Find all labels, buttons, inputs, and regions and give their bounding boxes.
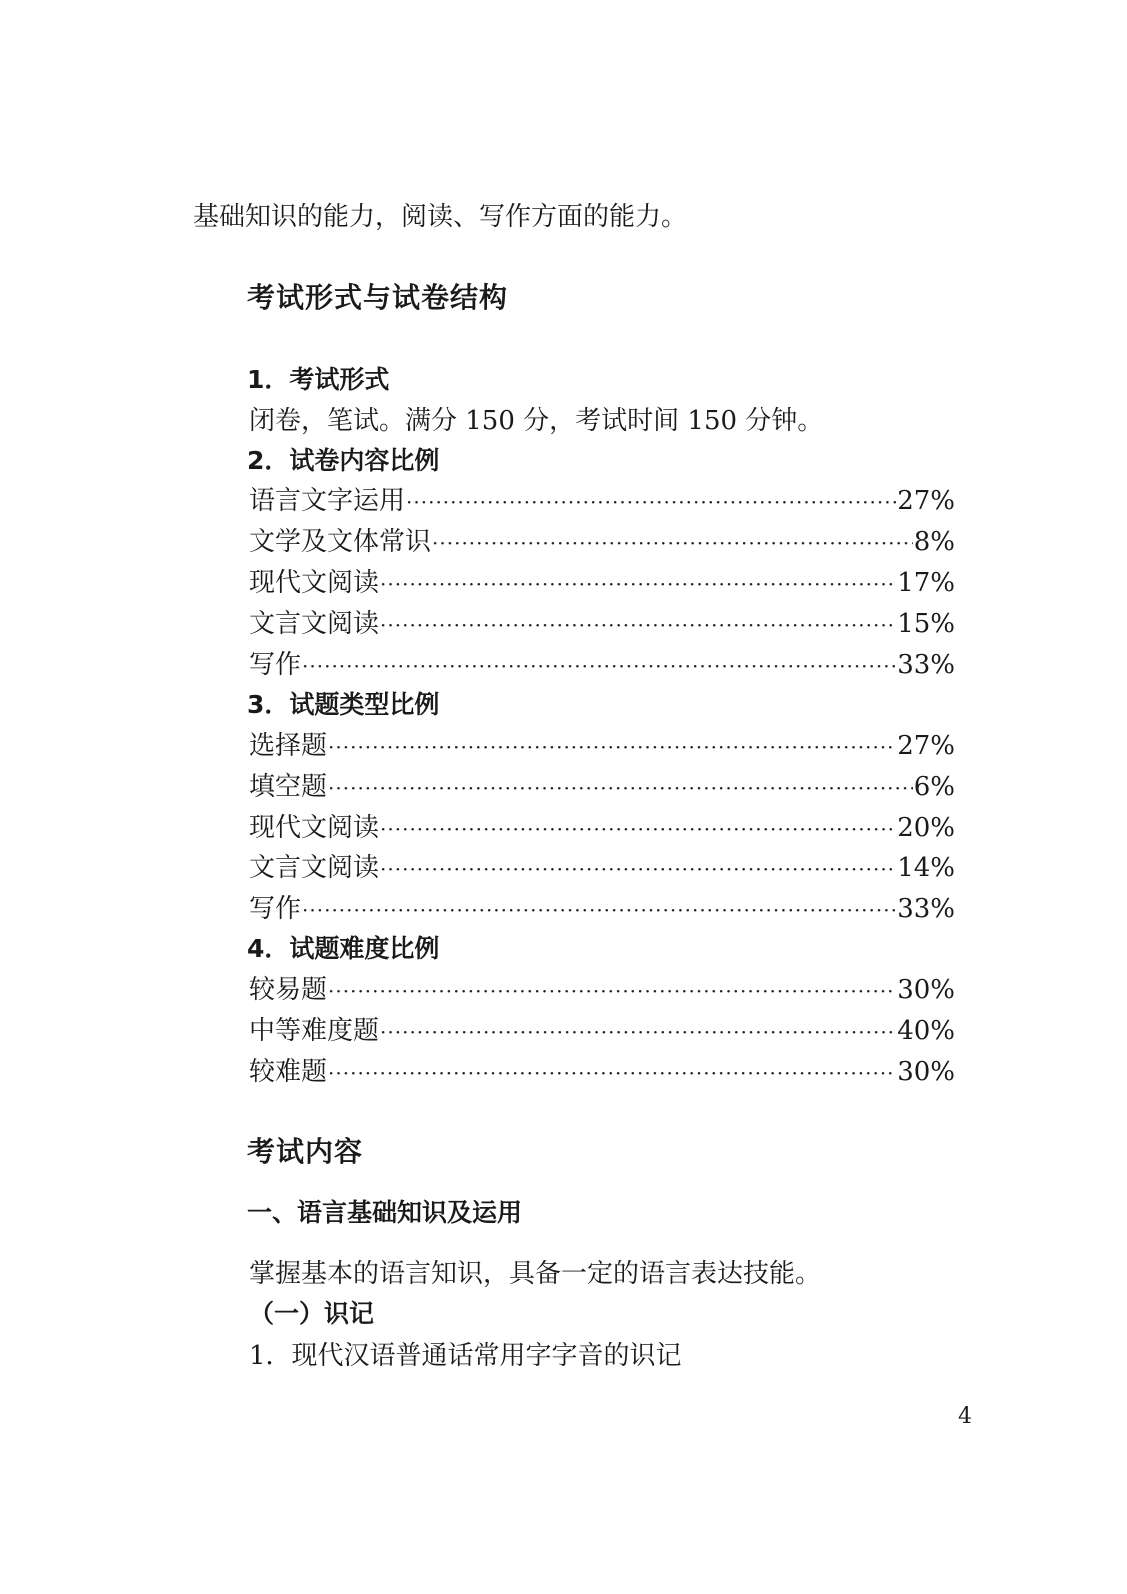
leader-dots xyxy=(406,490,896,514)
ratio-value: 15% xyxy=(897,609,955,639)
content-text: 掌握基本的语言知识，具备一定的语言表达技能。 xyxy=(249,1259,822,1289)
ratio-value: 27% xyxy=(897,486,955,516)
ratio-label: 写作 xyxy=(249,894,302,924)
content-item-1: 1．现代汉语普通话常用字字音的识记 xyxy=(249,1341,682,1371)
leader-dots xyxy=(380,613,896,637)
ratio-value: 20% xyxy=(897,813,955,843)
subheading-memorize: （一）识记 xyxy=(249,1299,375,1328)
ratio-label: 较易题 xyxy=(249,975,328,1005)
ratio-label: 选择题 xyxy=(249,731,328,761)
heading-question-type-ratio: 3．试题类型比例 xyxy=(247,690,440,719)
ratio-label: 较难题 xyxy=(249,1057,328,1087)
ratio-label: 文学及文体常识 xyxy=(249,527,432,557)
leader-dots xyxy=(380,1020,896,1044)
ratio-value: 27% xyxy=(897,731,955,761)
heading-content-ratio: 2．试卷内容比例 xyxy=(247,446,440,475)
heading-exam-form: 1．考试形式 xyxy=(247,365,390,394)
ratio-label: 语言文字运用 xyxy=(249,486,406,516)
ratio-value: 40% xyxy=(897,1016,955,1046)
leader-dots xyxy=(432,531,913,555)
ratio-row xyxy=(249,1051,955,1085)
ratio-row xyxy=(249,521,955,555)
ratio-value: 6% xyxy=(913,772,955,802)
leader-dots xyxy=(302,654,896,678)
ratio-label: 现代文阅读 xyxy=(249,568,380,598)
ratio-row xyxy=(249,766,955,800)
ratio-value: 17% xyxy=(897,568,955,598)
ratio-row xyxy=(249,969,955,1003)
ratio-label: 现代文阅读 xyxy=(249,813,380,843)
leader-dots xyxy=(328,979,896,1003)
exam-form-text: 闭卷，笔试。满分 150 分，考试时间 150 分钟。 xyxy=(249,406,824,436)
ratio-row xyxy=(249,562,955,596)
ratio-value: 8% xyxy=(913,527,955,557)
ratio-row xyxy=(249,888,955,922)
leader-dots xyxy=(380,572,896,596)
leader-dots xyxy=(328,776,913,800)
subtitle-language-basics: 一、语言基础知识及运用 xyxy=(247,1198,523,1227)
ratio-row xyxy=(249,603,955,637)
ratio-value: 30% xyxy=(897,975,955,1005)
ratio-value: 30% xyxy=(897,1057,955,1087)
intro-text: 基础知识的能力，阅读、写作方面的能力。 xyxy=(193,202,688,232)
ratio-value: 14% xyxy=(897,853,955,883)
ratio-row xyxy=(249,807,955,841)
ratio-label: 填空题 xyxy=(249,772,328,802)
ratio-label: 文言文阅读 xyxy=(249,609,380,639)
ratio-value: 33% xyxy=(897,894,955,924)
ratio-label: 写作 xyxy=(249,650,302,680)
leader-dots xyxy=(328,1061,896,1085)
leader-dots xyxy=(328,735,896,759)
section-title-exam-form: 考试形式与试卷结构 xyxy=(247,281,509,314)
ratio-label: 文言文阅读 xyxy=(249,853,380,883)
section-title-exam-content: 考试内容 xyxy=(247,1135,364,1168)
ratio-label: 中等难度题 xyxy=(249,1016,380,1046)
heading-difficulty-ratio: 4．试题难度比例 xyxy=(247,934,440,963)
ratio-row xyxy=(249,725,955,759)
ratio-row xyxy=(249,847,955,881)
ratio-row xyxy=(249,644,955,678)
leader-dots xyxy=(302,898,896,922)
ratio-row xyxy=(249,480,955,514)
ratio-row xyxy=(249,1010,955,1044)
leader-dots xyxy=(380,817,896,841)
page-number: 4 xyxy=(958,1404,972,1429)
ratio-value: 33% xyxy=(897,650,955,680)
leader-dots xyxy=(380,857,896,881)
